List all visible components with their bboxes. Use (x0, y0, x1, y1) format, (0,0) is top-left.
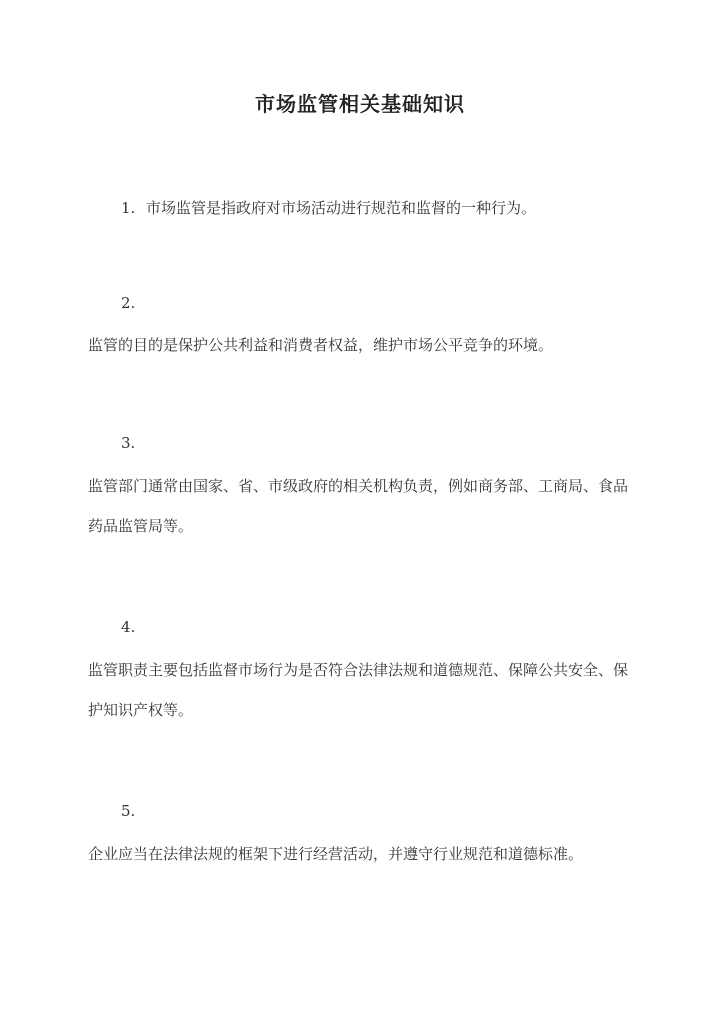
item-text: 企业应当在法律法规的框架下进行经营活动，并遵守行业规范和道德标准。 (88, 845, 584, 863)
item-number: 5. (121, 802, 136, 820)
item-number: 4. (121, 618, 136, 636)
item-number: 3. (121, 434, 136, 452)
item-number: 2. (121, 294, 136, 312)
page-title: 市场监管相关基础知识 (255, 92, 465, 116)
item-text: 监管的目的是保护公共利益和消费者权益，维护市场公平竞争的环境。 (88, 336, 554, 354)
item-text: 市场监管是指政府对市场活动进行规范和监督的一种行为。 (146, 199, 537, 217)
item-text: 监管职责主要包括监督市场行为是否符合法律法规和道德规范、保障公共安全、保护知识产权等。 (88, 661, 629, 719)
item-number: 1. (121, 199, 136, 217)
item-text: 监管部门通常由国家、省、市级政府的相关机构负责，例如商务部、工商局、食品药品监管局等。 (88, 477, 629, 535)
